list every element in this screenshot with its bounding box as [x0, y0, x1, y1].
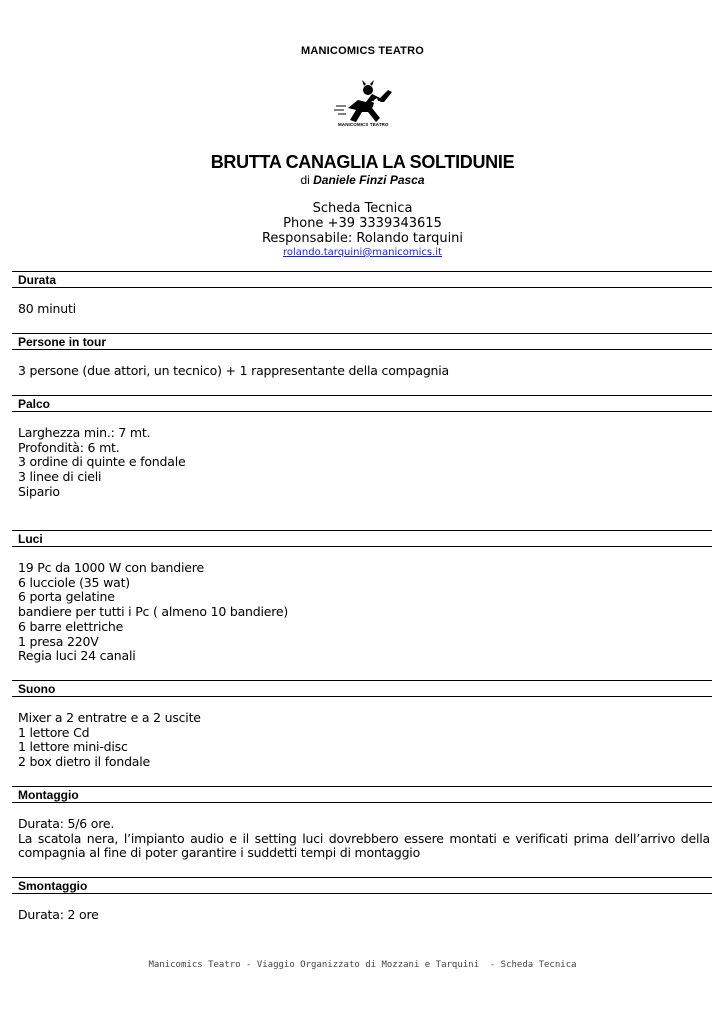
logo-caption: MANICOMICS TEATRO	[338, 122, 389, 127]
body-line: 3 persone (due attori, un tecnico) + 1 rappresentante della compagnia	[18, 363, 450, 378]
body-line: 3 linee di cieli	[18, 469, 102, 485]
section-body-persone	[18, 364, 710, 379]
section-body-luci	[18, 561, 710, 664]
body-line: 3 ordine di quinte e fondale	[18, 454, 186, 470]
manager-name: Responsabile: Rolando tarquini	[261, 231, 464, 246]
body-line: bandiere per tutti i Pc ( almeno 10 bandiere)	[18, 604, 289, 620]
email-link[interactable]: rolando.tarquini@manicomics.it	[283, 247, 442, 258]
section-body-suono	[18, 711, 710, 770]
body-line: Sipario	[18, 483, 60, 499]
section-body-palco	[18, 426, 710, 500]
body-line: 2 box dietro il fondale	[18, 754, 151, 770]
body-line: 1 lettore Cd	[18, 724, 90, 740]
body-line: 19 Pc da 1000 W con bandiere	[18, 560, 204, 575]
company-header: MANICOMICS TEATRO	[301, 45, 424, 57]
author-name: Daniele Finzi Pasca	[313, 173, 425, 187]
body-line: Larghezza min.: 7 mt.	[18, 425, 151, 440]
section-heading-smontaggio: Smontaggio	[12, 877, 712, 894]
section-body-smontaggio	[18, 908, 710, 923]
section-body-montaggio	[18, 817, 710, 861]
body-line: Durata: 5/6 ore.	[18, 816, 115, 831]
body-line: Regia luci 24 canali	[18, 648, 136, 664]
body-line: 80 minuti	[18, 301, 76, 316]
by-prefix: di	[300, 173, 310, 187]
section-heading-montaggio: Montaggio	[12, 786, 712, 803]
contact-block	[0, 201, 725, 260]
section-heading-persone: Persone in tour	[12, 333, 712, 350]
section-heading-durata: Durata	[12, 271, 712, 288]
body-paragraph: La scatola nera, l’impianto audio e il setting luci dovrebbero essere montati e verificati prima dell’arrivo della compagnia al fine di poter garantire i suddetti tempi di montaggio	[18, 830, 710, 861]
page-footer: Manicomics Teatro - Viaggio Organizzato di Mozzani e Tarquini - Scheda Tecnica	[148, 960, 577, 970]
author-line	[0, 173, 725, 187]
body-line: 6 barre elettriche	[18, 618, 124, 634]
body-line: 6 lucciole (35 wat)	[18, 574, 130, 590]
body-line: Profondità: 6 mt.	[18, 439, 120, 455]
section-heading-palco: Palco	[12, 395, 712, 412]
body-line: Mixer a 2 entratre e a 2 uscite	[18, 710, 201, 725]
doc-type: Scheda Tecnica	[312, 201, 413, 216]
section-heading-suono: Suono	[12, 680, 712, 697]
phone-number: Phone +39 3339343615	[283, 216, 442, 231]
section-heading-luci: Luci	[12, 530, 712, 547]
show-title: BRUTTA CANAGLIA LA SOLTIDUNIE	[210, 152, 515, 172]
body-line: 6 porta gelatine	[18, 589, 115, 605]
section-body-durata	[18, 302, 710, 317]
body-line: 1 lettore mini-disc	[18, 739, 128, 755]
body-line: 1 presa 220V	[18, 633, 99, 649]
body-line: Durata: 2 ore	[18, 907, 99, 922]
